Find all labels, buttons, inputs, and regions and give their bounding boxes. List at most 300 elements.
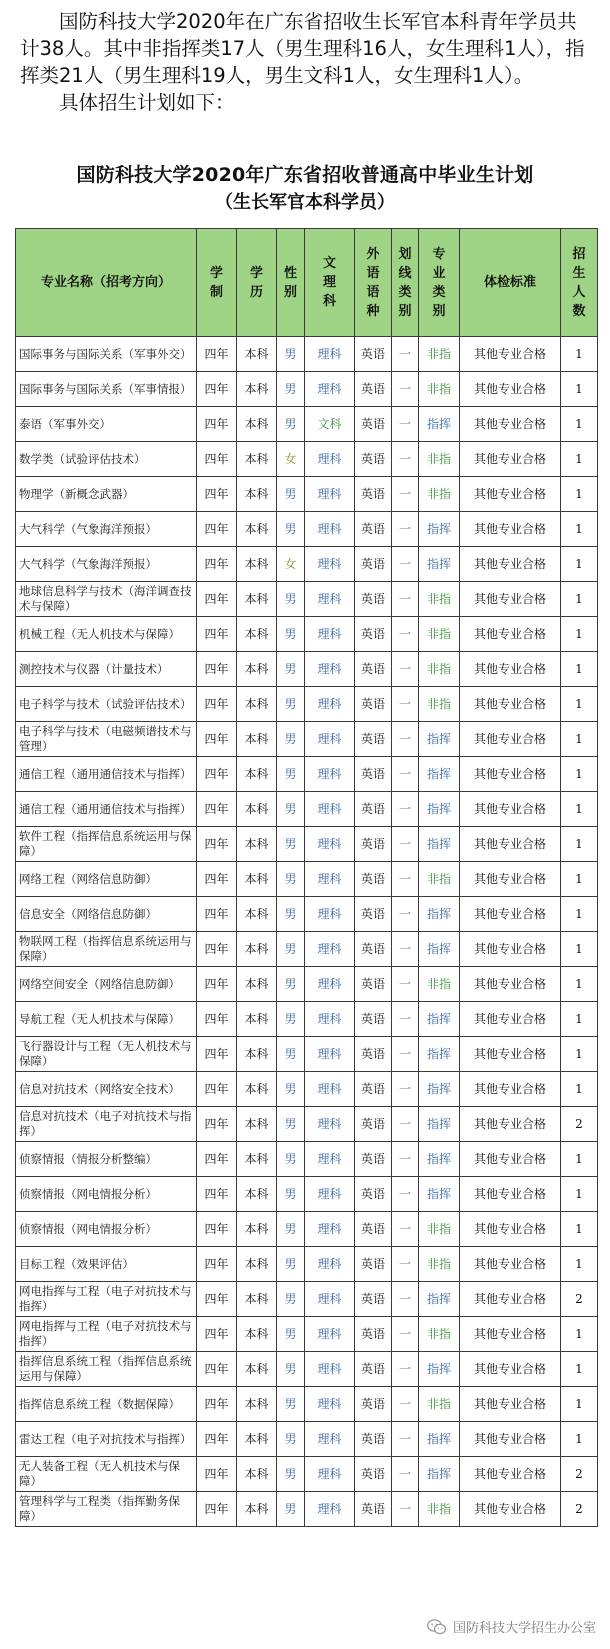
enrollment-count-cell: 1 [561, 617, 598, 652]
enrollment-count-cell: 1 [561, 407, 598, 442]
major-type-cell: 非指 [419, 1387, 460, 1422]
major-type-cell: 非指 [419, 372, 460, 407]
major-type-cell: 非指 [419, 1492, 460, 1527]
table-row [16, 1317, 598, 1352]
major-type-cell: 非指 [419, 442, 460, 477]
major-type-cell: 非指 [419, 582, 460, 617]
header-duration [197, 229, 237, 337]
subject-cell: 理科 [305, 1002, 355, 1037]
enrollment-count-cell: 1 [561, 687, 598, 722]
language-cell: 英语 [355, 862, 392, 897]
table-row [16, 1037, 598, 1072]
major-cell: 通信工程（通用通信技术与指挥） [16, 757, 197, 792]
language-cell: 英语 [355, 547, 392, 582]
sex-cell: 男 [277, 1387, 305, 1422]
major-cell: 电子科学与技术（电磁频谱技术与管理） [16, 722, 197, 757]
degree-cell: 本科 [237, 792, 277, 827]
sex-cell: 男 [277, 1072, 305, 1107]
header-char: 语 [366, 265, 380, 281]
line-category-cell: 一 [392, 1177, 419, 1212]
sex-cell: 男 [277, 1037, 305, 1072]
physical-standard-cell: 其他专业合格 [460, 1457, 561, 1492]
degree-cell: 本科 [237, 512, 277, 547]
header-char: 语 [366, 284, 380, 300]
line-category-cell: 一 [392, 967, 419, 1002]
duration-cell: 四年 [197, 1107, 237, 1142]
header-char: 生 [572, 265, 586, 281]
header-degree [237, 229, 277, 337]
subject-cell: 文科 [305, 407, 355, 442]
line-category-cell: 一 [392, 1072, 419, 1107]
line-category-cell: 一 [392, 547, 419, 582]
language-cell: 英语 [355, 617, 392, 652]
physical-standard-cell: 其他专业合格 [460, 1177, 561, 1212]
enrollment-count-cell: 1 [561, 1387, 598, 1422]
physical-standard-cell: 其他专业合格 [460, 372, 561, 407]
major-cell: 信息对抗技术（网络安全技术） [16, 1072, 197, 1107]
major-type-cell: 指挥 [419, 757, 460, 792]
header-line-category [392, 229, 419, 337]
enrollment-count-cell: 1 [561, 1072, 598, 1107]
subject-cell: 理科 [305, 1457, 355, 1492]
physical-standard-cell: 其他专业合格 [460, 512, 561, 547]
line-category-cell: 一 [392, 582, 419, 617]
language-cell: 英语 [355, 1142, 392, 1177]
degree-cell: 本科 [237, 617, 277, 652]
subject-cell: 理科 [305, 1072, 355, 1107]
major-type-cell: 指挥 [419, 407, 460, 442]
major-type-cell: 非指 [419, 1212, 460, 1247]
physical-standard-cell: 其他专业合格 [460, 1107, 561, 1142]
major-cell: 无人装备工程（无人机技术与保障） [16, 1457, 197, 1492]
language-cell: 英语 [355, 1072, 392, 1107]
table-row [16, 827, 598, 862]
enrollment-count-cell: 1 [561, 1002, 598, 1037]
major-type-cell: 非指 [419, 1317, 460, 1352]
physical-standard-cell: 其他专业合格 [460, 1142, 561, 1177]
enrollment-count-cell: 1 [561, 372, 598, 407]
sex-cell: 男 [277, 337, 305, 372]
duration-cell: 四年 [197, 442, 237, 477]
line-category-cell: 一 [392, 1422, 419, 1457]
language-cell: 英语 [355, 827, 392, 862]
degree-cell: 本科 [237, 1072, 277, 1107]
sex-cell: 男 [277, 1212, 305, 1247]
duration-cell: 四年 [197, 862, 237, 897]
language-cell: 英语 [355, 1247, 392, 1282]
major-cell: 软件工程（指挥信息系统运用与保障） [16, 827, 197, 862]
header-char: 文 [322, 256, 336, 271]
header-major: 专业名称（招考方向） [16, 229, 197, 337]
sex-cell: 男 [277, 862, 305, 897]
degree-cell: 本科 [237, 337, 277, 372]
physical-standard-cell: 其他专业合格 [460, 407, 561, 442]
table-row [16, 407, 598, 442]
major-type-cell: 非指 [419, 687, 460, 722]
subject-cell: 理科 [305, 652, 355, 687]
major-cell: 地球信息科学与技术（海洋调查技术与保障） [16, 582, 197, 617]
header-sex [277, 229, 305, 337]
enrollment-count-cell: 1 [561, 862, 598, 897]
duration-cell: 四年 [197, 757, 237, 792]
subject-cell: 理科 [305, 1177, 355, 1212]
header-char: 招 [572, 246, 586, 262]
header-enrollment-count [561, 229, 598, 337]
degree-cell: 本科 [237, 827, 277, 862]
table-body [16, 337, 598, 1527]
header-char: 类 [398, 284, 412, 300]
degree-cell: 本科 [237, 1387, 277, 1422]
header-char: 人 [572, 284, 586, 300]
degree-cell: 本科 [237, 757, 277, 792]
enrollment-count-cell: 1 [561, 582, 598, 617]
language-cell: 英语 [355, 1107, 392, 1142]
duration-cell: 四年 [197, 407, 237, 442]
language-cell: 英语 [355, 1317, 392, 1352]
table-row [16, 757, 598, 792]
duration-cell: 四年 [197, 1177, 237, 1212]
enrollment-count-cell: 1 [561, 1352, 598, 1387]
physical-standard-cell: 其他专业合格 [460, 1212, 561, 1247]
major-type-cell: 指挥 [419, 1037, 460, 1072]
line-category-cell: 一 [392, 687, 419, 722]
major-cell: 网络工程（网络信息防御） [16, 862, 197, 897]
enrollment-count-cell: 1 [561, 967, 598, 1002]
table-row [16, 897, 598, 932]
physical-standard-cell: 其他专业合格 [460, 1072, 561, 1107]
line-category-cell: 一 [392, 757, 419, 792]
table-row [16, 582, 598, 617]
enrollment-count-cell: 1 [561, 1247, 598, 1282]
major-cell: 信息安全（网络信息防御） [16, 897, 197, 932]
language-cell: 英语 [355, 1457, 392, 1492]
subject-cell: 理科 [305, 1107, 355, 1142]
degree-cell: 本科 [237, 1492, 277, 1527]
sex-cell: 男 [277, 722, 305, 757]
subject-cell: 理科 [305, 1317, 355, 1352]
language-cell: 英语 [355, 1212, 392, 1247]
language-cell: 英语 [355, 372, 392, 407]
duration-cell: 四年 [197, 337, 237, 372]
major-cell: 测控技术与仪器（计量技术） [16, 652, 197, 687]
enrollment-count-cell: 2 [561, 1457, 598, 1492]
major-type-cell: 指挥 [419, 1457, 460, 1492]
header-char: 学 [209, 265, 223, 281]
degree-cell: 本科 [237, 1317, 277, 1352]
physical-standard-cell: 其他专业合格 [460, 757, 561, 792]
line-category-cell: 一 [392, 1457, 419, 1492]
degree-cell: 本科 [237, 1107, 277, 1142]
subject-cell: 理科 [305, 722, 355, 757]
major-cell: 雷达工程（电子对抗技术与指挥） [16, 1422, 197, 1457]
degree-cell: 本科 [237, 1142, 277, 1177]
physical-standard-cell: 其他专业合格 [460, 792, 561, 827]
subject-cell: 理科 [305, 1387, 355, 1422]
physical-standard-cell: 其他专业合格 [460, 862, 561, 897]
enrollment-count-cell: 1 [561, 337, 598, 372]
enrollment-count-cell: 1 [561, 792, 598, 827]
duration-cell: 四年 [197, 722, 237, 757]
subject-cell: 理科 [305, 547, 355, 582]
sex-cell: 女 [277, 547, 305, 582]
degree-cell: 本科 [237, 897, 277, 932]
duration-cell: 四年 [197, 372, 237, 407]
header-char: 科 [322, 294, 336, 309]
major-cell: 导航工程（无人机技术与保障） [16, 1002, 197, 1037]
language-cell: 英语 [355, 1492, 392, 1527]
table-row [16, 512, 598, 547]
degree-cell: 本科 [237, 547, 277, 582]
degree-cell: 本科 [237, 862, 277, 897]
line-category-cell: 一 [392, 1247, 419, 1282]
duration-cell: 四年 [197, 652, 237, 687]
enrollment-count-cell: 1 [561, 512, 598, 547]
physical-standard-cell: 其他专业合格 [460, 1247, 561, 1282]
table-row [16, 547, 598, 582]
enrollment-count-cell: 1 [561, 1142, 598, 1177]
major-type-cell: 非指 [419, 967, 460, 1002]
line-category-cell: 一 [392, 1107, 419, 1142]
table-header-row [16, 229, 598, 337]
header-subject [305, 229, 355, 337]
physical-standard-cell: 其他专业合格 [460, 932, 561, 967]
major-type-cell: 指挥 [419, 1107, 460, 1142]
subject-cell: 理科 [305, 442, 355, 477]
duration-cell: 四年 [197, 827, 237, 862]
physical-standard-cell: 其他专业合格 [460, 967, 561, 1002]
subject-cell: 理科 [305, 1492, 355, 1527]
sex-cell: 男 [277, 932, 305, 967]
subject-cell: 理科 [305, 1352, 355, 1387]
duration-cell: 四年 [197, 1387, 237, 1422]
table-row [16, 967, 598, 1002]
sex-cell: 男 [277, 477, 305, 512]
subject-cell: 理科 [305, 687, 355, 722]
wechat-icon [427, 1619, 447, 1635]
major-cell: 数学类（试验评估技术） [16, 442, 197, 477]
physical-standard-cell: 其他专业合格 [460, 1282, 561, 1317]
line-category-cell: 一 [392, 372, 419, 407]
line-category-cell: 一 [392, 827, 419, 862]
header-char: 别 [432, 303, 446, 319]
degree-cell: 本科 [237, 582, 277, 617]
header-physical-standard: 体检标准 [460, 229, 561, 337]
major-cell: 指挥信息系统工程（指挥信息系统运用与保障） [16, 1352, 197, 1387]
intro-paragraph: 国防科技大学2020年在广东省招收生长军官本科青年学员共计38人。其中非指挥类17人（男生理科16人，女生理科1人），指挥类21人（男生理科19人，男生文科1人，女生理科1人）。 [20, 10, 585, 87]
major-type-cell: 非指 [419, 617, 460, 652]
subject-cell: 理科 [305, 897, 355, 932]
major-cell: 网电指挥与工程（电子对抗技术与指挥） [16, 1282, 197, 1317]
duration-cell: 四年 [197, 477, 237, 512]
table-row [16, 1177, 598, 1212]
major-type-cell: 非指 [419, 337, 460, 372]
language-cell: 英语 [355, 442, 392, 477]
sex-cell: 男 [277, 1317, 305, 1352]
enrollment-count-cell: 1 [561, 1422, 598, 1457]
line-category-cell: 一 [392, 442, 419, 477]
language-cell: 英语 [355, 757, 392, 792]
line-category-cell: 一 [392, 337, 419, 372]
header-char: 线 [398, 265, 412, 281]
header-char: 别 [398, 303, 412, 319]
duration-cell: 四年 [197, 1247, 237, 1282]
major-cell: 机械工程（无人机技术与保障） [16, 617, 197, 652]
line-category-cell: 一 [392, 1492, 419, 1527]
intro-text [20, 8, 595, 116]
duration-cell: 四年 [197, 1492, 237, 1527]
major-cell: 国际事务与国际关系（军事外交） [16, 337, 197, 372]
degree-cell: 本科 [237, 1282, 277, 1317]
degree-cell: 本科 [237, 652, 277, 687]
table-row [16, 932, 598, 967]
language-cell: 英语 [355, 1282, 392, 1317]
sex-cell: 男 [277, 512, 305, 547]
major-cell: 物理学（新概念武器） [16, 477, 197, 512]
sex-cell: 男 [277, 617, 305, 652]
table-row [16, 442, 598, 477]
major-cell: 管理科学与工程类（指挥勤务保障） [16, 1492, 197, 1527]
major-type-cell: 指挥 [419, 792, 460, 827]
language-cell: 英语 [355, 1002, 392, 1037]
table-row [16, 1142, 598, 1177]
physical-standard-cell: 其他专业合格 [460, 337, 561, 372]
enrollment-count-cell: 2 [561, 1282, 598, 1317]
physical-standard-cell: 其他专业合格 [460, 1037, 561, 1072]
sex-cell: 男 [277, 1177, 305, 1212]
sex-cell: 男 [277, 1142, 305, 1177]
language-cell: 英语 [355, 1177, 392, 1212]
subject-cell: 理科 [305, 862, 355, 897]
duration-cell: 四年 [197, 1457, 237, 1492]
subject-cell: 理科 [305, 1142, 355, 1177]
major-type-cell: 指挥 [419, 1282, 460, 1317]
major-type-cell: 指挥 [419, 547, 460, 582]
subject-cell: 理科 [305, 932, 355, 967]
line-category-cell: 一 [392, 512, 419, 547]
duration-cell: 四年 [197, 792, 237, 827]
physical-standard-cell: 其他专业合格 [460, 652, 561, 687]
enrollment-count-cell: 1 [561, 652, 598, 687]
major-type-cell: 非指 [419, 862, 460, 897]
language-cell: 英语 [355, 1037, 392, 1072]
header-char: 别 [283, 284, 297, 300]
sex-cell: 男 [277, 1457, 305, 1492]
line-category-cell: 一 [392, 1387, 419, 1422]
duration-cell: 四年 [197, 617, 237, 652]
major-cell: 侦察情报（情报分析整编） [16, 1142, 197, 1177]
major-cell: 网电指挥与工程（电子对抗技术与指挥） [16, 1317, 197, 1352]
language-cell: 英语 [355, 967, 392, 1002]
degree-cell: 本科 [237, 477, 277, 512]
sex-cell: 男 [277, 967, 305, 1002]
sex-cell: 男 [277, 1422, 305, 1457]
sex-cell: 男 [277, 792, 305, 827]
major-type-cell: 指挥 [419, 932, 460, 967]
major-cell: 信息对抗技术（电子对抗技术与指挥） [16, 1107, 197, 1142]
duration-cell: 四年 [197, 1422, 237, 1457]
table-row [16, 687, 598, 722]
major-type-cell: 非指 [419, 477, 460, 512]
major-type-cell: 指挥 [419, 1177, 460, 1212]
line-category-cell: 一 [392, 1282, 419, 1317]
physical-standard-cell: 其他专业合格 [460, 1352, 561, 1387]
language-cell: 英语 [355, 1422, 392, 1457]
major-cell: 国际事务与国际关系（军事情报） [16, 372, 197, 407]
line-category-cell: 一 [392, 792, 419, 827]
enrollment-count-cell: 1 [561, 757, 598, 792]
enrollment-count-cell: 1 [561, 442, 598, 477]
line-category-cell: 一 [392, 617, 419, 652]
subject-cell: 理科 [305, 827, 355, 862]
language-cell: 英语 [355, 337, 392, 372]
header-char: 数 [572, 303, 586, 319]
subject-cell: 理科 [305, 1247, 355, 1282]
table-row [16, 1352, 598, 1387]
physical-standard-cell: 其他专业合格 [460, 547, 561, 582]
physical-standard-cell: 其他专业合格 [460, 1387, 561, 1422]
language-cell: 英语 [355, 407, 392, 442]
enrollment-count-cell: 1 [561, 827, 598, 862]
major-cell: 大气科学（气象海洋预报） [16, 512, 197, 547]
footer-source-text: 国防科技大学招生办公室 [452, 1621, 596, 1636]
header-char: 外 [366, 246, 380, 262]
language-cell: 英语 [355, 932, 392, 967]
duration-cell: 四年 [197, 897, 237, 932]
header-char: 业 [432, 265, 446, 281]
degree-cell: 本科 [237, 1177, 277, 1212]
header-char: 性 [283, 265, 297, 281]
sex-cell: 男 [277, 372, 305, 407]
major-cell: 物联网工程（指挥信息系统运用与保障） [16, 932, 197, 967]
table-row [16, 722, 598, 757]
duration-cell: 四年 [197, 547, 237, 582]
degree-cell: 本科 [237, 407, 277, 442]
duration-cell: 四年 [197, 1037, 237, 1072]
footer-source [427, 1617, 596, 1636]
degree-cell: 本科 [237, 1457, 277, 1492]
degree-cell: 本科 [237, 442, 277, 477]
major-type-cell: 指挥 [419, 1072, 460, 1107]
line-category-cell: 一 [392, 652, 419, 687]
enrollment-count-cell: 1 [561, 547, 598, 582]
table-row [16, 792, 598, 827]
subject-cell: 理科 [305, 792, 355, 827]
language-cell: 英语 [355, 897, 392, 932]
language-cell: 英语 [355, 792, 392, 827]
enrollment-count-cell: 2 [561, 1492, 598, 1527]
line-category-cell: 一 [392, 862, 419, 897]
degree-cell: 本科 [237, 1212, 277, 1247]
enrollment-count-cell: 2 [561, 1107, 598, 1142]
line-category-cell: 一 [392, 897, 419, 932]
enrollment-count-cell: 1 [561, 1317, 598, 1352]
major-cell: 指挥信息系统工程（数据保障） [16, 1387, 197, 1422]
physical-standard-cell: 其他专业合格 [460, 722, 561, 757]
duration-cell: 四年 [197, 582, 237, 617]
line-category-cell: 一 [392, 477, 419, 512]
duration-cell: 四年 [197, 1212, 237, 1247]
degree-cell: 本科 [237, 722, 277, 757]
subject-cell: 理科 [305, 1282, 355, 1317]
degree-cell: 本科 [237, 1352, 277, 1387]
degree-cell: 本科 [237, 1037, 277, 1072]
subject-cell: 理科 [305, 582, 355, 617]
major-type-cell: 指挥 [419, 1002, 460, 1037]
line-category-cell: 一 [392, 1037, 419, 1072]
table-row [16, 652, 598, 687]
subject-cell: 理科 [305, 617, 355, 652]
major-type-cell: 非指 [419, 1247, 460, 1282]
